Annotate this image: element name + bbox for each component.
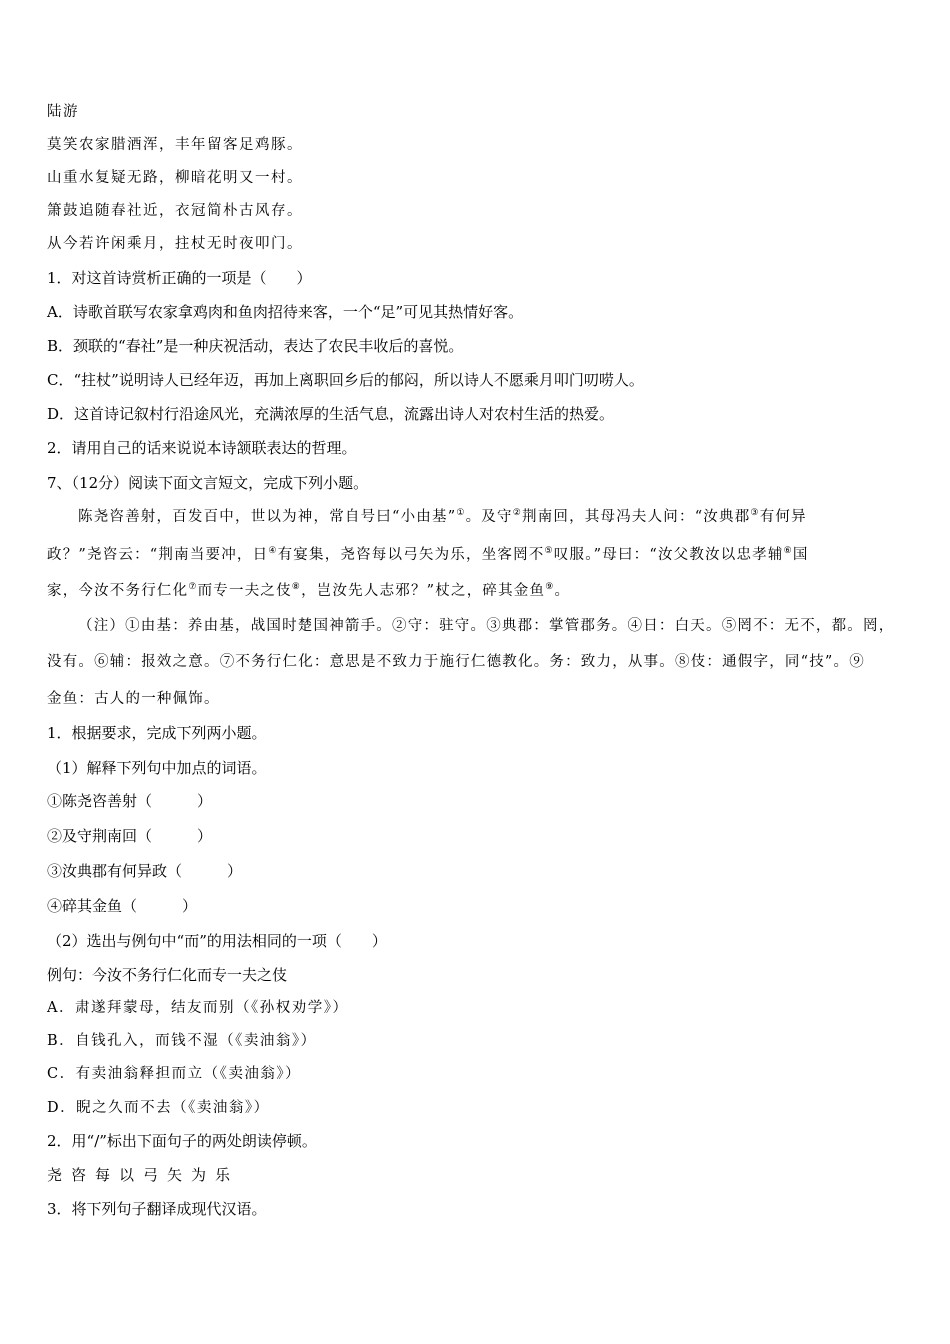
passage-line-3: 家，今汝不务行仁化⑦而专一夫之伎⑧，岂汝先人志邪？”杖之，碎其金鱼⑨。 xyxy=(47,582,571,599)
choice-d: D．睨之久而不去（《卖油翁》） xyxy=(47,1100,270,1116)
poem-line-2: 山重水复疑无路，柳暗花明又一村。 xyxy=(47,170,303,186)
choice-a: A．肃遂拜蒙母，结友而别（《孙权劝学》） xyxy=(47,1000,349,1016)
word-item-4: ④碎其金鱼（ ） xyxy=(47,897,198,915)
sub-question-2: 2．用“/”标出下面句子的两处朗读停顿。 xyxy=(47,1132,317,1150)
sub-question-3: 3．将下列句子翻译成现代汉语。 xyxy=(47,1200,267,1218)
passage-line-1: 陈尧咨善射，百发百中，世以为神，常自号曰“小由基”①。及守②荆南回，其母冯夫人问：“汝典郡③有何异 xyxy=(78,508,807,525)
choice-c: C．有卖油翁释担而立（《卖油翁》） xyxy=(47,1066,302,1082)
word-item-2: ②及守荆南回（ ） xyxy=(47,827,213,845)
sub-question-1-2: （2）选出与例句中“而”的用法相同的一项（ ） xyxy=(47,932,387,950)
poem-question-2: 2．请用自己的话来说说本诗颔联表达的哲理。 xyxy=(47,439,357,457)
notes-line-2: 没有。⑥辅：报效之意。⑦不务行仁化：意思是不致力于施行仁德教化。务：致力，从事。⑧伎：通假字，同“技”。⑨ xyxy=(47,654,865,670)
pause-sentence: 尧咨每以弓矢为乐 xyxy=(47,1166,240,1184)
poem-option-c: C．“拄杖”说明诗人已经年迈，再加上离职回乡后的郁闷，所以诗人不愿乘月叩门叨唠人。 xyxy=(47,371,644,389)
poem-option-b: B．颈联的“春社”是一种庆祝活动，表达了农民丰收后的喜悦。 xyxy=(47,337,464,355)
poem-option-d: D．这首诗记叙村行沿途风光，充满浓厚的生活气息，流露出诗人对农村生活的热爱。 xyxy=(47,405,615,423)
notes-line-3: 金鱼：古人的一种佩饰。 xyxy=(47,691,220,707)
poem-author: 陆游 xyxy=(47,104,79,120)
poem-line-3: 箫鼓追随春社近，衣冠简朴古风存。 xyxy=(47,203,303,219)
notes-line-1: （注）①由基：养由基，战国时楚国神箭手。②守：驻守。③典郡：掌管郡务。④日：白天。⑤罔不：无不，都。罔， xyxy=(78,618,895,634)
poem-option-a: A．诗歌首联写农家拿鸡肉和鱼肉招待来客，一个“足”可见其热情好客。 xyxy=(47,303,524,321)
choice-b: B．自钱孔入，而钱不湿（《卖油翁》） xyxy=(47,1033,317,1049)
poem-line-1: 莫笑农家腊酒浑，丰年留客足鸡豚。 xyxy=(47,137,303,153)
poem-line-4: 从今若许闲乘月，拄杖无时夜叩门。 xyxy=(47,236,303,252)
sub-question-1-1: （1）解释下列句中加点的词语。 xyxy=(47,759,267,777)
word-item-3: ③汝典郡有何异政（ ） xyxy=(47,862,243,880)
poem-question-1: 1．对这首诗赏析正确的一项是（ ） xyxy=(47,269,312,287)
word-item-1: ①陈尧咨善射（ ） xyxy=(47,792,213,810)
passage-line-2: 政？”尧咨云：“荆南当要冲，日④有宴集，尧咨每以弓矢为乐，坐客罔不⑤叹服。”母曰：“汝父教汝以忠孝辅⑥国 xyxy=(47,546,809,563)
question-7-heading: 7、（12分）阅读下面文言短文，完成下列小题。 xyxy=(47,474,369,492)
example-sentence: 例句：今汝不务行仁化而专一夫之伎 xyxy=(47,966,288,984)
sub-question-1: 1．根据要求，完成下列两小题。 xyxy=(47,724,267,742)
